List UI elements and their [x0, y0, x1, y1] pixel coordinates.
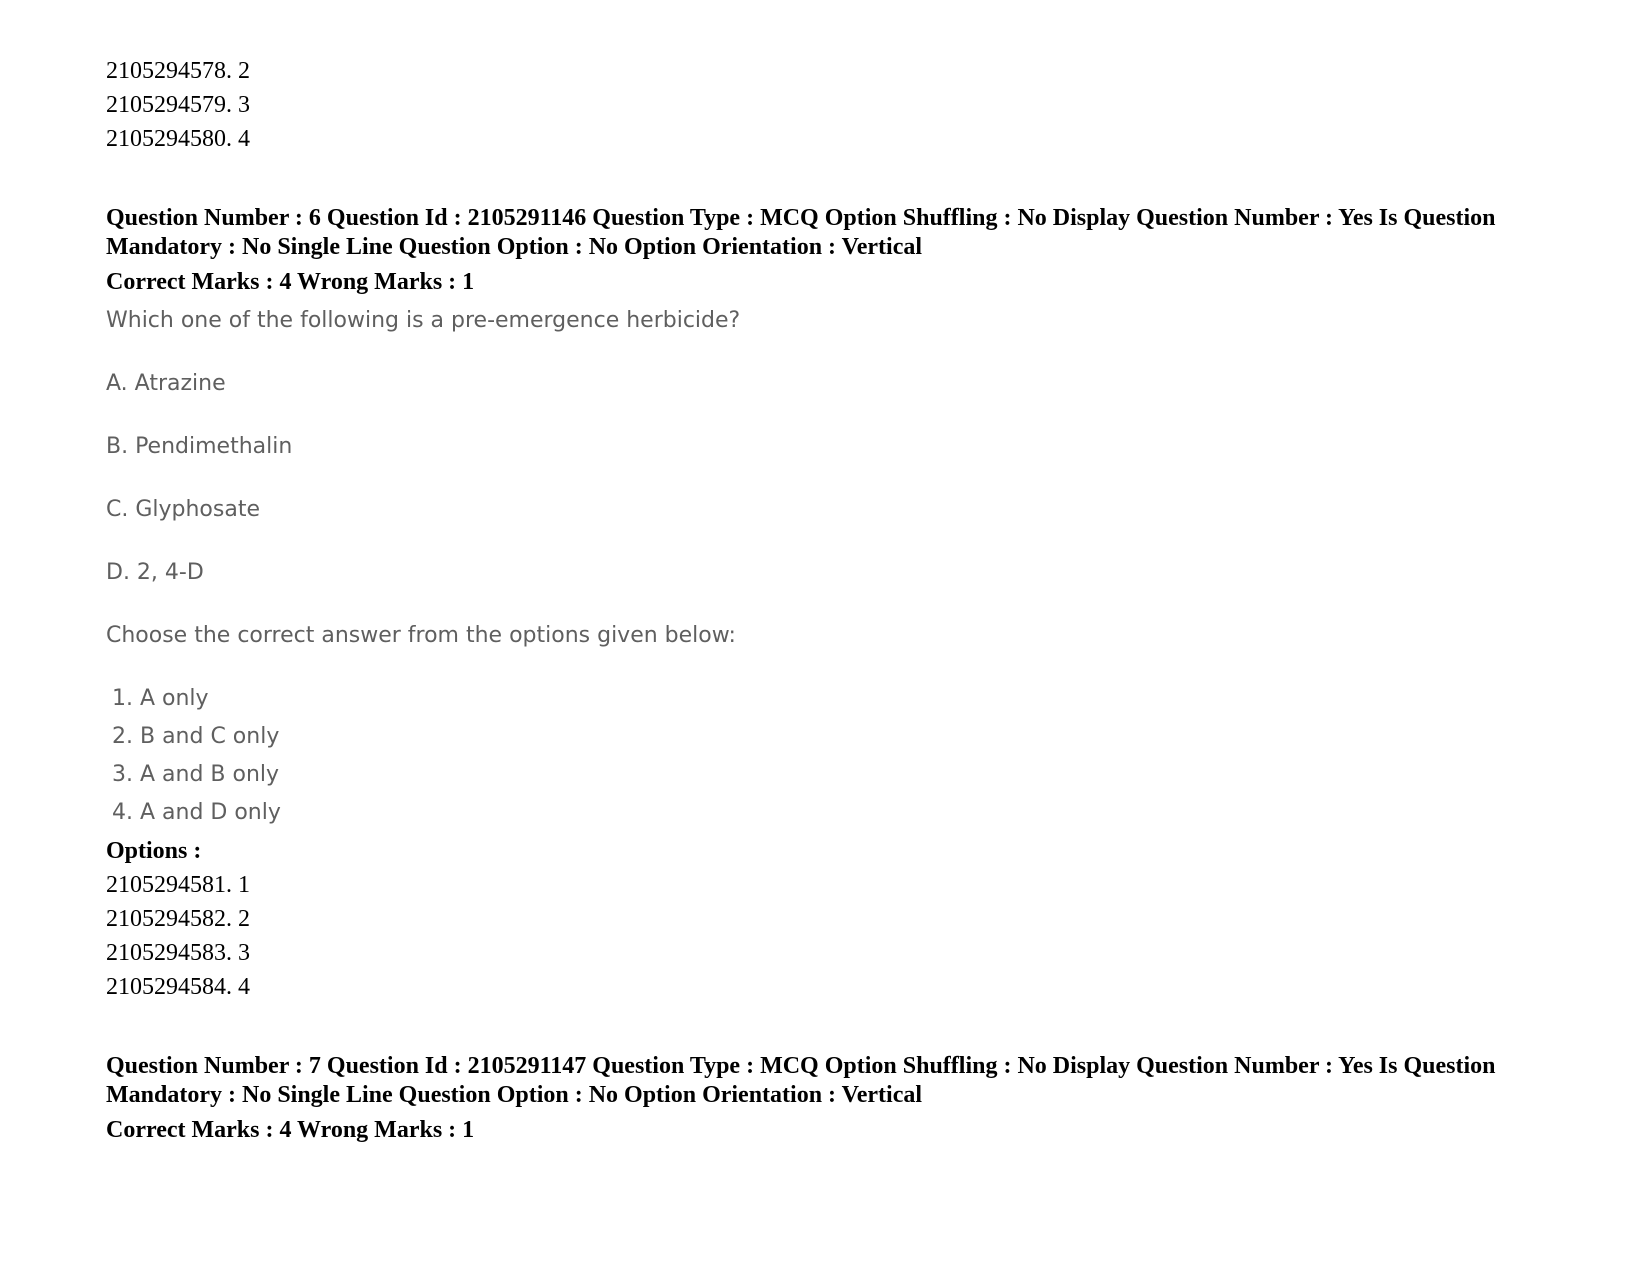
- prev-option-3: 2105294579. 3: [106, 92, 250, 118]
- q6-option-1: 2105294581. 1: [106, 872, 250, 898]
- q6-statement-d: D. 2, 4-D: [106, 560, 204, 585]
- q6-meta: [106, 204, 1576, 262]
- q6-choice-1: 1. A only: [112, 686, 209, 711]
- prev-option-2: 2105294578. 2: [106, 58, 250, 84]
- q6-choice-3: 3. A and B only: [112, 762, 280, 787]
- q6-options-label: Options :: [106, 838, 202, 864]
- q6-marks: Correct Marks : 4 Wrong Marks : 1: [106, 269, 475, 295]
- q7-meta-line2: Mandatory : No Single Line Question Option : No Option Orientation : Vertical: [106, 1082, 923, 1108]
- q6-statement-a: A. Atrazine: [106, 371, 226, 396]
- q6-choice-4: 4. A and D only: [112, 800, 281, 825]
- q6-option-4: 2105294584. 4: [106, 974, 250, 1000]
- prev-option-4: 2105294580. 4: [106, 126, 250, 152]
- q6-option-3: 2105294583. 3: [106, 940, 250, 966]
- q7-marks: Correct Marks : 4 Wrong Marks : 1: [106, 1117, 475, 1143]
- q6-statement-b: B. Pendimethalin: [106, 434, 293, 459]
- q6-meta-line1: Question Number : 6 Question Id : 2105291146 Question Type : MCQ Option Shuffling : No Display Question Number : Yes Is Question: [106, 205, 1496, 231]
- q6-instruction: Choose the correct answer from the options given below:: [106, 623, 736, 648]
- q6-question-text: Which one of the following is a pre-emergence herbicide?: [106, 308, 741, 333]
- q6-statement-c: C. Glyphosate: [106, 497, 260, 522]
- q7-meta-line1: Question Number : 7 Question Id : 2105291147 Question Type : MCQ Option Shuffling : No Display Question Number : Yes Is Question: [106, 1053, 1496, 1079]
- q6-meta-line2: Mandatory : No Single Line Question Option : No Option Orientation : Vertical: [106, 234, 923, 260]
- q7-meta: [106, 1052, 1576, 1110]
- q6-option-2: 2105294582. 2: [106, 906, 250, 932]
- q6-choice-2: 2. B and C only: [112, 724, 280, 749]
